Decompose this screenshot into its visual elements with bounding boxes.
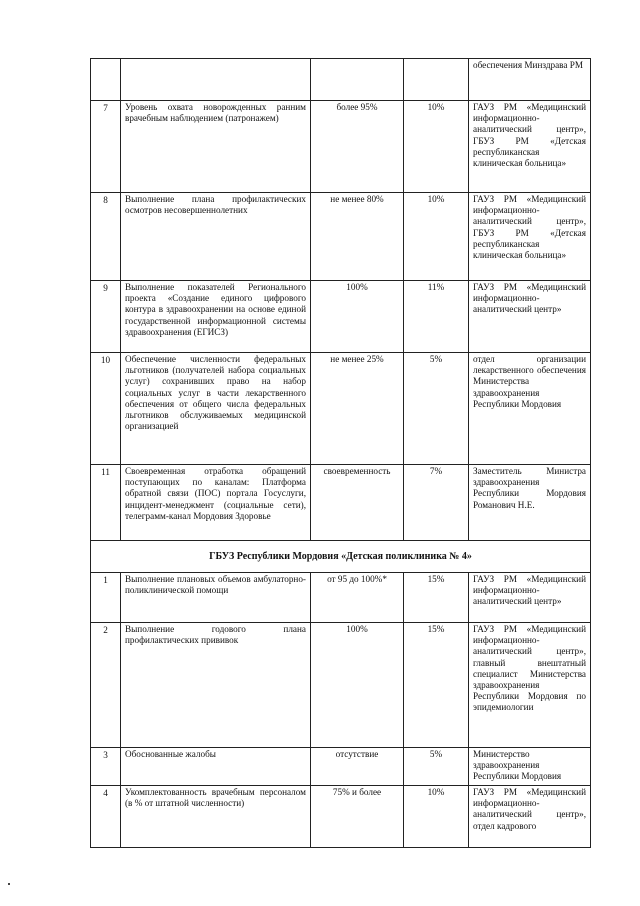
responsible-cell: ГАУЗ РМ «Медицинский информационно-аналитический центр», ГБУЗ РМ «Детская республиканская клиническая больница» <box>469 101 591 193</box>
criterion-cell: Укомплектованность врачебным персоналом (в % от штатной численности) <box>121 786 311 848</box>
table-row <box>91 786 591 848</box>
responsible-cell: обеспечения Минздрава РМ <box>469 59 591 101</box>
row-number: 8 <box>91 193 121 281</box>
target-value-cell <box>311 59 404 101</box>
weight-cell: 7% <box>404 465 469 541</box>
weight-cell: 10% <box>404 786 469 848</box>
responsible-cell: ГАУЗ РМ «Медицинский информационно-аналитический центр», ГБУЗ РМ «Детская республиканская клиническая больница» <box>469 193 591 281</box>
responsible-cell: ГАУЗ РМ «Медицинский информационно-аналитический центр» <box>469 573 591 623</box>
criterion-cell: Уровень охвата новорожденных ранним врачебным наблюдением (патронажем) <box>121 101 311 193</box>
table-row <box>91 193 591 281</box>
target-value-cell: 100% <box>311 281 404 353</box>
row-number: 11 <box>91 465 121 541</box>
row-number: 10 <box>91 353 121 465</box>
responsible-cell: ГАУЗ РМ «Медицинский информационно-аналитический центр», отдел кадрового <box>469 786 591 848</box>
weight-cell <box>404 59 469 101</box>
criterion-cell: Выполнение показателей Регионального проекта «Создание единого цифрового контура в здравоохранении на основе единой государственной информационной системы здравоохранения (ЕГИСЗ) <box>121 281 311 353</box>
row-number: 2 <box>91 623 121 748</box>
row-number: 1 <box>91 573 121 623</box>
criterion-cell: Обоснованные жалобы <box>121 748 311 786</box>
table-row <box>91 101 591 193</box>
table-row <box>91 281 591 353</box>
weight-cell: 5% <box>404 353 469 465</box>
criterion-cell: Выполнение плановых объемов амбулаторно-поликлинической помощи <box>121 573 311 623</box>
target-value-cell: отсутствие <box>311 748 404 786</box>
responsible-cell: Заместитель Министра здравоохранения Республики Мордовия Романович Н.Е. <box>469 465 591 541</box>
table-row <box>91 573 591 623</box>
criterion-cell: Своевременная отработка обращений поступающих по каналам: Платформа обратной связи (ПОС) портала Госуслуги, инцидент-менеджмент (социальные сети), телеграмм-канал Мордовия Здоровье <box>121 465 311 541</box>
target-value-cell: более 95% <box>311 101 404 193</box>
target-value-cell: не менее 25% <box>311 353 404 465</box>
criteria-table <box>90 58 591 848</box>
responsible-cell: ГАУЗ РМ «Медицинский информационно-аналитический центр» <box>469 281 591 353</box>
weight-cell: 10% <box>404 193 469 281</box>
criterion-cell <box>121 59 311 101</box>
weight-cell: 15% <box>404 623 469 748</box>
row-number <box>91 59 121 101</box>
row-number: 3 <box>91 748 121 786</box>
table-row <box>91 353 591 465</box>
weight-cell: 5% <box>404 748 469 786</box>
criterion-cell: Обеспечение численности федеральных льготников (получателей набора социальных услуг) сохранивших право на набор социальных услуг в части лекарственного обеспечения от общего числа федеральных льготников обслуживаемых медицинской организацией <box>121 353 311 465</box>
row-number: 7 <box>91 101 121 193</box>
section-title: ГБУЗ Республики Мордовия «Детская поликлиника № 4» <box>91 541 591 573</box>
row-number: 4 <box>91 786 121 848</box>
table-row <box>91 465 591 541</box>
target-value-cell: от 95 до 100%* <box>311 573 404 623</box>
responsible-cell: Министерство здравоохранения Республики Мордовия <box>469 748 591 786</box>
table-row <box>91 623 591 748</box>
weight-cell: 15% <box>404 573 469 623</box>
responsible-cell: ГАУЗ РМ «Медицинский информационно-аналитический центр», главный внештатный специалист Министерства здравоохранения Республики Мордовия по эпидемиологии <box>469 623 591 748</box>
weight-cell: 11% <box>404 281 469 353</box>
weight-cell: 10% <box>404 101 469 193</box>
responsible-cell: отдел организации лекарственного обеспечения Министерства здравоохранения Республики Мордовия <box>469 353 591 465</box>
target-value-cell: своевременность <box>311 465 404 541</box>
row-number: 9 <box>91 281 121 353</box>
criterion-cell: Выполнение годового плана профилактических прививок <box>121 623 311 748</box>
table-row <box>91 59 591 101</box>
section-header-row <box>91 541 591 573</box>
target-value-cell: не менее 80% <box>311 193 404 281</box>
document-page <box>90 58 590 848</box>
target-value-cell: 75% и более <box>311 786 404 848</box>
table-row <box>91 748 591 786</box>
criterion-cell: Выполнение плана профилактических осмотров несовершеннолетних <box>121 193 311 281</box>
target-value-cell: 100% <box>311 623 404 748</box>
scan-speck <box>8 883 10 885</box>
